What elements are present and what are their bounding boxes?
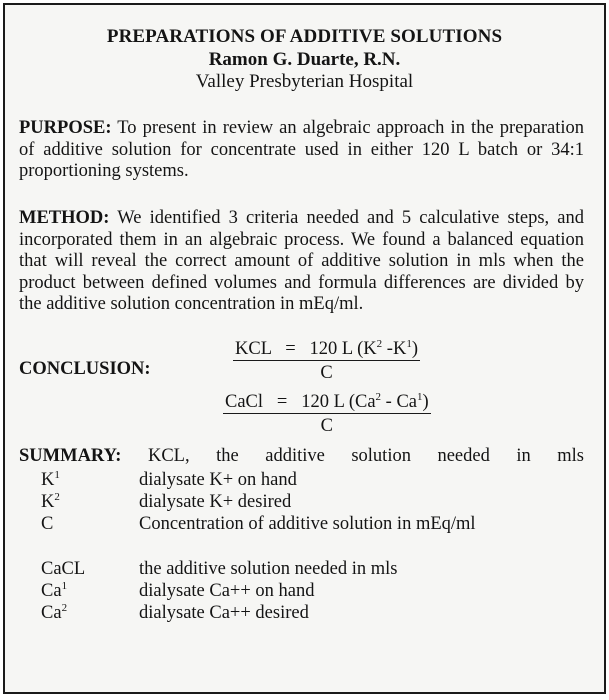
- definition-text: the additive solution needed in mls: [139, 559, 398, 579]
- definition-symbol: $K^2$: [41, 491, 60, 512]
- definition-text: dialysate Ca++ desired: [139, 603, 309, 623]
- method-text: We identified 3 criteria needed and 5 calculative steps, and incorporated them in an algebraic process. We found a balanced equation that will reveal the correct amount of additive solution in mls when the product between defined volumes and formula differences are divided by the additive solution concentration in mEq/ml.: [19, 208, 584, 315]
- document-page: [3, 3, 606, 694]
- kcl-equation: [233, 338, 420, 384]
- purpose-section: [19, 118, 584, 183]
- method-label: METHOD:: [19, 208, 110, 228]
- definition-text: Concentration of additive solution in mEq/ml: [139, 514, 476, 534]
- cacl-equals: =: [276, 392, 288, 412]
- cacl-rhs-close: ): [422, 392, 429, 412]
- kcl-sup-a: 2: [376, 338, 383, 350]
- definition-text: dialysate K+ desired: [139, 492, 292, 512]
- definition-text: dialysate K+ on hand: [139, 470, 297, 490]
- definition-symbol: CaCL: [41, 559, 86, 579]
- cacl-rhs-pre: 120 L (Ca: [301, 392, 376, 412]
- definition-symbol: C: [41, 514, 54, 534]
- summary-section: [19, 445, 584, 467]
- cacl-rhs-mid: - Ca: [381, 392, 418, 412]
- definition-symbol: Ca$^1$: [41, 580, 68, 601]
- cacl-equation-denominator: C: [320, 416, 334, 436]
- purpose-label: PURPOSE:: [19, 118, 112, 138]
- author-name: Ramon G. Duarte, R.N.: [208, 49, 401, 70]
- kcl-sup-b: 1: [406, 338, 412, 350]
- kcl-equation-numerator: [233, 338, 420, 361]
- author-affiliation: Valley Presbyterian Hospital: [195, 71, 414, 92]
- summary-text: KCL, the additive solution needed in mls: [147, 446, 584, 466]
- summary-label: SUMMARY:: [19, 446, 122, 466]
- document-title: PREPARATIONS OF ADDITIVE SOLUTIONS: [106, 26, 503, 47]
- kcl-equation-denominator: C: [320, 363, 333, 383]
- cacl-lhs: CaCl: [225, 392, 264, 412]
- definition-symbol: $K^1$: [41, 469, 60, 490]
- cacl-equation-numerator: [223, 391, 431, 414]
- cacl-sup-b: 1: [417, 391, 423, 403]
- cacl-equation: [223, 391, 431, 437]
- cacl-sup-a: 2: [375, 391, 382, 403]
- conclusion-label: CONCLUSION:: [19, 359, 151, 379]
- kcl-rhs-pre: 120 L (K: [309, 339, 377, 359]
- definition-text: dialysate Ca++ on hand: [139, 581, 315, 601]
- kcl-lhs: KCL: [235, 339, 272, 359]
- kcl-rhs-close: ): [411, 339, 418, 359]
- method-section: [19, 208, 584, 316]
- definition-symbol: Ca$^2$: [41, 602, 68, 623]
- purpose-text: To present in review an algebraic approach in the preparation of additive solution for concentrate used in either 120 L batch or 34:1 proportioning systems.: [19, 118, 585, 182]
- kcl-equals: =: [285, 339, 296, 359]
- kcl-rhs-mid: -K: [382, 339, 407, 359]
